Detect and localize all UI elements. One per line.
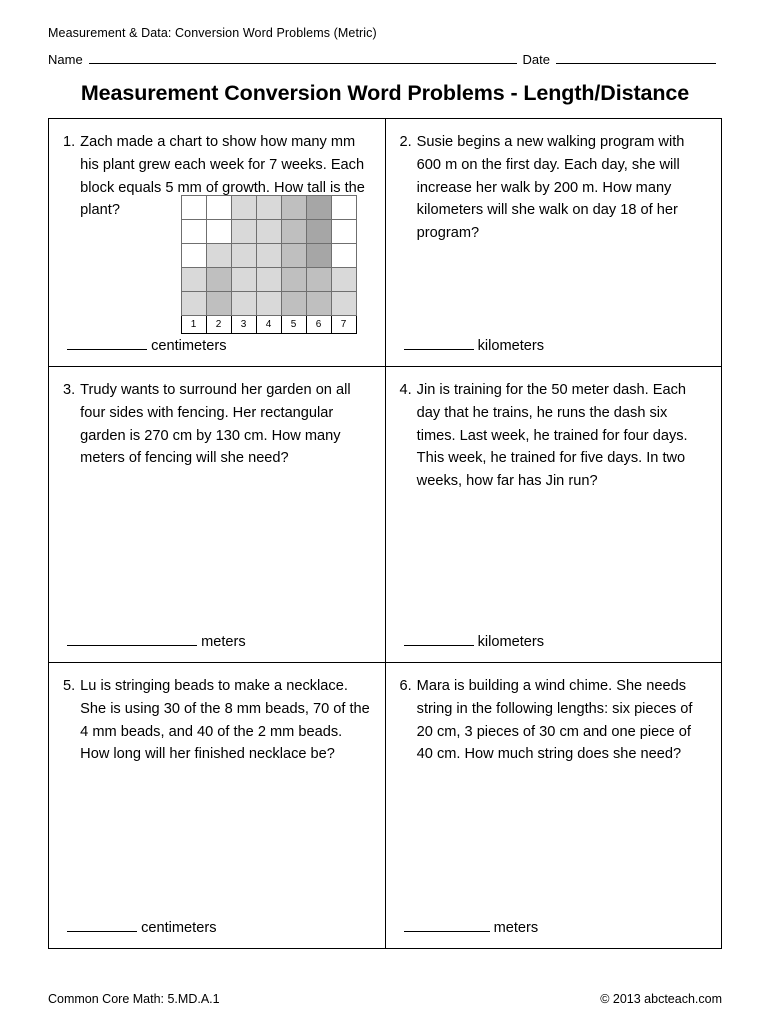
plant-cell [231,268,256,292]
problem-row-1 [49,119,722,367]
standard-label: Common Core Math: 5.MD.A.1 [48,992,220,1006]
plant-cell [206,196,231,220]
answer-unit-5: centimeters [141,920,217,936]
page-footer [48,992,722,1006]
plant-week-label: 7 [331,316,356,334]
problem-number-6: 6. [399,678,412,694]
plant-cell [231,196,256,220]
copyright-label: © 2013 abcteach.com [600,992,722,1006]
plant-cell [331,292,356,316]
answer-line-5 [67,918,217,936]
plant-cell [281,244,306,268]
plant-cell [306,220,331,244]
plant-growth-chart [181,195,357,334]
problem-cell-3 [49,367,386,663]
plant-cell [306,292,331,316]
plant-week-label: 3 [231,316,256,334]
problem-number-3: 3. [63,382,76,398]
answer-line-4 [404,632,545,650]
plant-cell [206,268,231,292]
problem-row-3 [49,663,722,949]
plant-cell [206,292,231,316]
answer-blank-3[interactable] [67,632,197,646]
problem-number-2: 2. [399,134,412,150]
answer-unit-4: kilometers [477,634,545,650]
plant-cell [206,244,231,268]
plant-cell [256,268,281,292]
problem-number-5: 5. [63,678,76,694]
plant-week-label: 2 [206,316,231,334]
problem-cell-6 [385,663,722,949]
date-input-line[interactable] [556,50,716,64]
plant-cell [231,220,256,244]
plant-cell [281,220,306,244]
problem-body-5: Lu is stringing beads to make a necklace. She is using 30 of the 8 mm beads, 70 of the 4 mm beads, and 40 of the 2 mm beads. How long will her finished necklace be? [80,678,370,763]
plant-cell [331,196,356,220]
plant-cell [306,196,331,220]
problem-row-2 [49,367,722,663]
answer-line-6 [404,918,539,936]
problem-number-1: 1. [63,134,76,150]
problems-grid [48,118,722,949]
problem-cell-1 [49,119,386,367]
answer-line-3 [67,632,246,650]
name-input-line[interactable] [89,50,517,64]
problem-text-6 [400,675,708,766]
answer-blank-4[interactable] [404,632,474,646]
plant-chart-table [181,195,357,334]
problem-body-6: Mara is building a wind chime. She needs string in the following lengths: six pieces of 20 cm, 3 pieces of 30 cm and one piece of 40 cm. How much string does she need? [416,678,693,763]
name-label: Name [48,52,83,67]
plant-chart-row [181,220,356,244]
plant-cell [181,196,206,220]
plant-cell [256,244,281,268]
plant-chart-row [181,268,356,292]
answer-blank-5[interactable] [67,918,137,932]
answer-line-1 [67,336,227,354]
topic-line: Measurement & Data: Conversion Word Problems (Metric) [48,26,377,40]
answer-blank-2[interactable] [404,336,474,350]
answer-unit-6: meters [493,920,539,936]
answer-line-2 [404,336,545,354]
plant-cell [306,268,331,292]
name-date-row [48,50,722,67]
plant-cell [256,196,281,220]
plant-cell [281,292,306,316]
plant-week-label: 5 [281,316,306,334]
plant-cell [231,244,256,268]
answer-unit-1: centimeters [151,338,227,354]
plant-cell [331,268,356,292]
problem-body-3: Trudy wants to surround her garden on all four sides with fencing. Her rectangular garden is 270 cm by 130 cm. How many meters of fencing will she need? [80,382,351,467]
plant-cell [231,292,256,316]
plant-cell [206,220,231,244]
plant-cell [181,220,206,244]
plant-cell [256,292,281,316]
plant-cell [181,244,206,268]
problem-cell-4 [385,367,722,663]
plant-cell [181,268,206,292]
plant-chart-row [181,292,356,316]
plant-chart-row [181,244,356,268]
plant-cell [331,220,356,244]
plant-cell [306,244,331,268]
plant-cell [281,196,306,220]
plant-cell [181,292,206,316]
problem-text-3 [63,379,371,470]
problem-cell-5 [49,663,386,949]
page-title: Measurement Conversion Word Problems - Length/Distance [80,81,690,105]
answer-blank-6[interactable] [404,918,490,932]
problem-text-2 [400,131,708,245]
problem-body-2: Susie begins a new walking program with 600 m on the first day. Each day, she will increase her walk by 200 m. How many kilometers will she walk on day 18 of her program? [416,134,685,242]
problem-body-4: Jin is training for the 50 meter dash. Each day that he trains, he runs the dash six times. Last week, he trained for four days. This week, he trained for five days. In two weeks, how far has Jin run? [416,382,688,490]
plant-week-label: 1 [181,316,206,334]
plant-chart-row [181,196,356,220]
problem-number-4: 4. [399,382,412,398]
plant-week-label: 6 [306,316,331,334]
plant-cell [256,220,281,244]
problem-text-4 [400,379,708,493]
problem-body-1: Zach made a chart to show how many mm his plant grew each week for 7 weeks. Each block equals 5 mm of growth. How tall is the plant? [80,134,365,219]
answer-blank-1[interactable] [67,336,147,350]
date-label: Date [522,52,550,67]
plant-week-label: 4 [256,316,281,334]
plant-chart-label-row [181,316,356,334]
answer-unit-2: kilometers [477,338,545,354]
plant-cell [331,244,356,268]
plant-cell [281,268,306,292]
problem-text-5 [63,675,371,766]
problem-cell-2 [385,119,722,367]
answer-unit-3: meters [201,634,246,650]
